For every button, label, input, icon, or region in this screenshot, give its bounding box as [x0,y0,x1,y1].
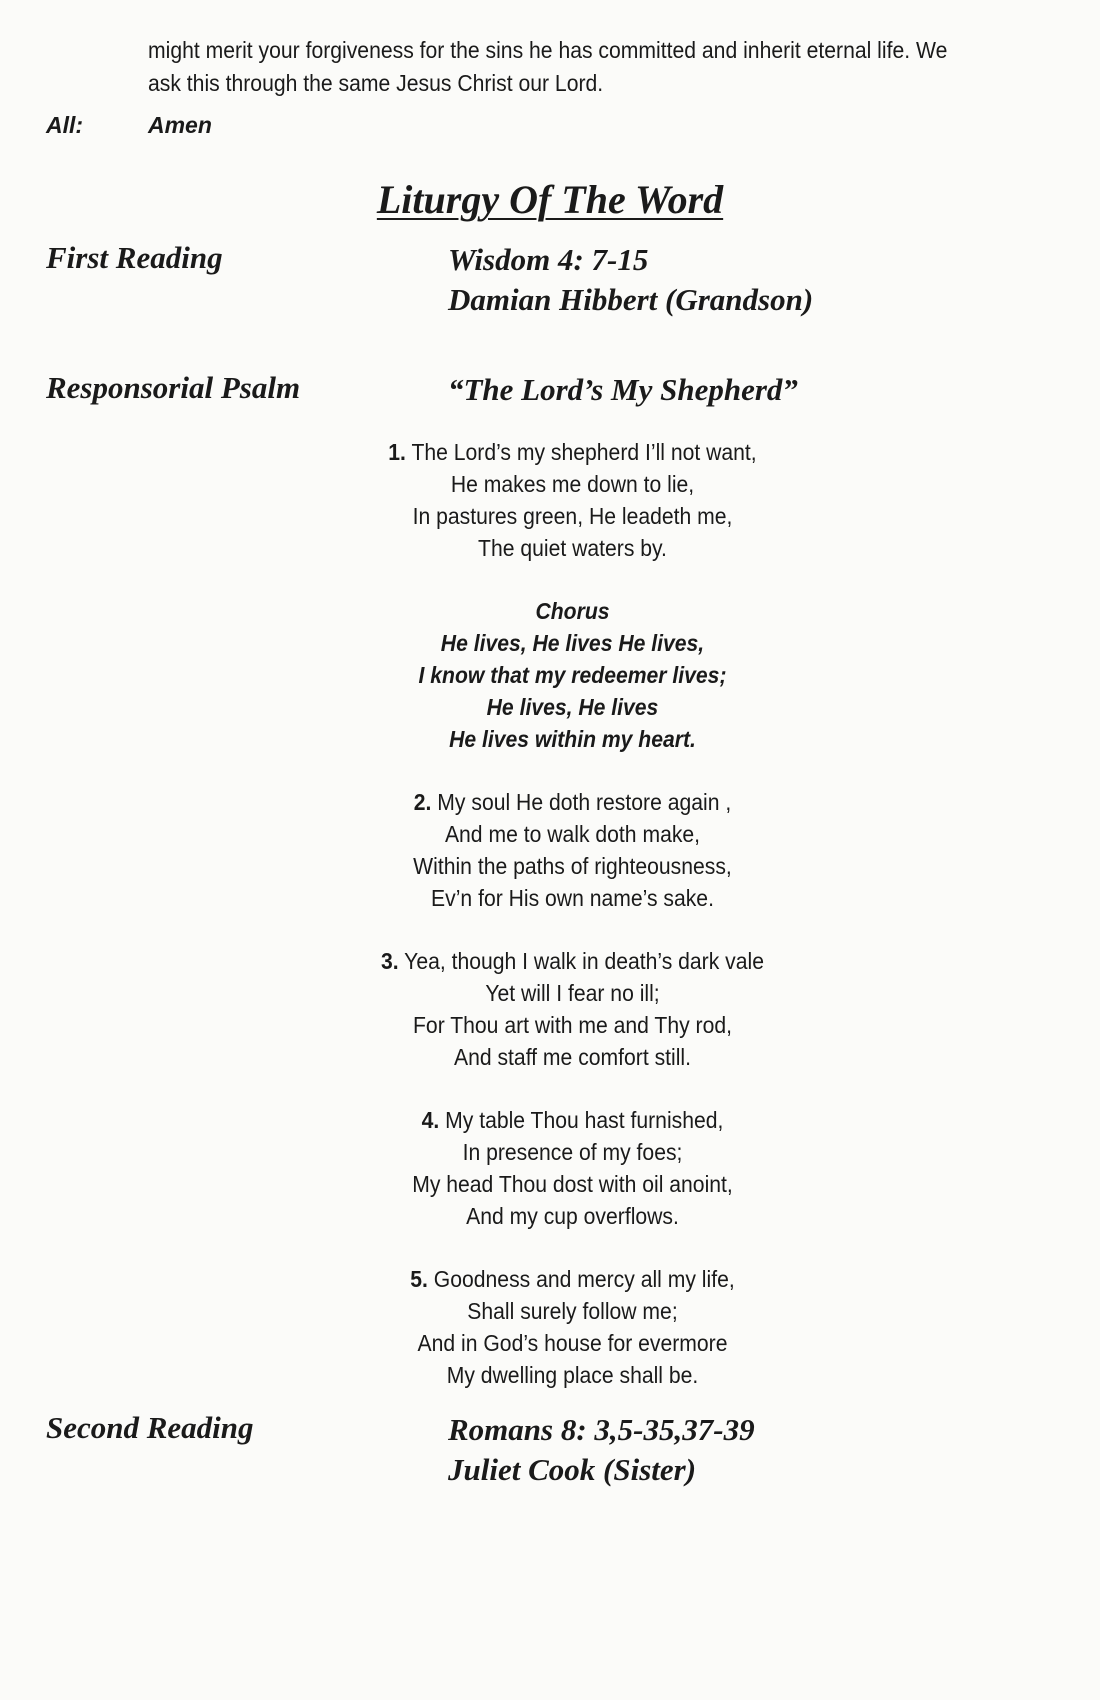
verse-line: In pastures green, He leadeth me, [412,503,733,529]
verse-line: And in God’s house for evermore [417,1330,728,1356]
chorus-heading: Chorus [535,598,610,624]
first-reading-details [448,240,813,320]
second-reading-reader: Juliet Cook (Sister) [448,1452,697,1487]
chorus-line: He lives within my heart. [449,726,696,752]
verse-line: My head Thou dost with oil anoint, [412,1171,733,1197]
verse-line: And my cup overflows. [466,1203,679,1229]
psalm-label: Responsorial Psalm [46,370,301,405]
verse-line: Shall surely follow me; [467,1298,678,1324]
verse-line: In presence of my foes; [462,1139,683,1165]
verse-2 [0,786,1100,914]
response-text: Amen [148,112,212,138]
verse-line: Yet will I fear no ill; [485,980,660,1006]
chorus [0,595,1100,755]
first-reading-reader: Damian Hibbert (Grandson) [448,282,814,317]
verse-line: He makes me down to lie, [450,471,695,497]
verse-line: For Thou art with me and Thy rod, [413,1012,732,1038]
verse-line: My soul He doth restore again , [437,789,732,815]
verse-line: Goodness and mercy all my life, [433,1266,735,1292]
verse-number: 5. [410,1266,428,1292]
verse-4 [0,1104,1100,1232]
verse-1 [0,436,1100,564]
verse-number: 3. [381,948,399,974]
verse-number: 4. [421,1107,440,1133]
chorus-line: He lives, He lives [486,694,659,720]
response-speaker: All: [46,112,84,138]
psalm-hymn [0,436,1100,1422]
verse-5 [0,1263,1100,1391]
verse-line: And staff me comfort still. [453,1044,692,1070]
first-reading-label: First Reading [46,240,223,275]
chorus-line: He lives, He lives He lives, [440,630,705,656]
verse-line: The quiet waters by. [478,535,667,561]
second-reading-details [448,1410,755,1490]
verse-line: Ev’n for His own name’s sake. [431,885,714,911]
second-reading-label: Second Reading [46,1410,254,1445]
first-reading-reference: Wisdom 4: 7-15 [448,242,649,277]
verse-line: The Lord’s my shepherd I’ll not want, [411,439,757,465]
verse-line: Yea, though I walk in death’s dark vale [404,948,764,974]
verse-3 [0,945,1100,1073]
second-reading-reference: Romans 8: 3,5-35,37-39 [448,1412,755,1447]
prayer-line: might merit your forgiveness for the sins he has committed and inherit eternal life. We [148,37,948,63]
verse-line: My table Thou hast furnished, [445,1107,724,1133]
section-title: Liturgy Of The Word [376,177,724,222]
verse-line: Within the paths of righteousness, [413,853,732,879]
verse-line: And me to walk doth make, [444,821,701,847]
prayer-line: ask this through the same Jesus Christ our Lord. [148,70,604,96]
psalm-title: “The Lord’s My Shepherd” [448,372,798,407]
verse-line: My dwelling place shall be. [446,1362,699,1388]
verse-number: 1. [388,439,406,465]
verse-number: 2. [413,789,432,815]
chorus-line: I know that my redeemer lives; [418,662,727,688]
closing-prayer-text [148,34,958,100]
